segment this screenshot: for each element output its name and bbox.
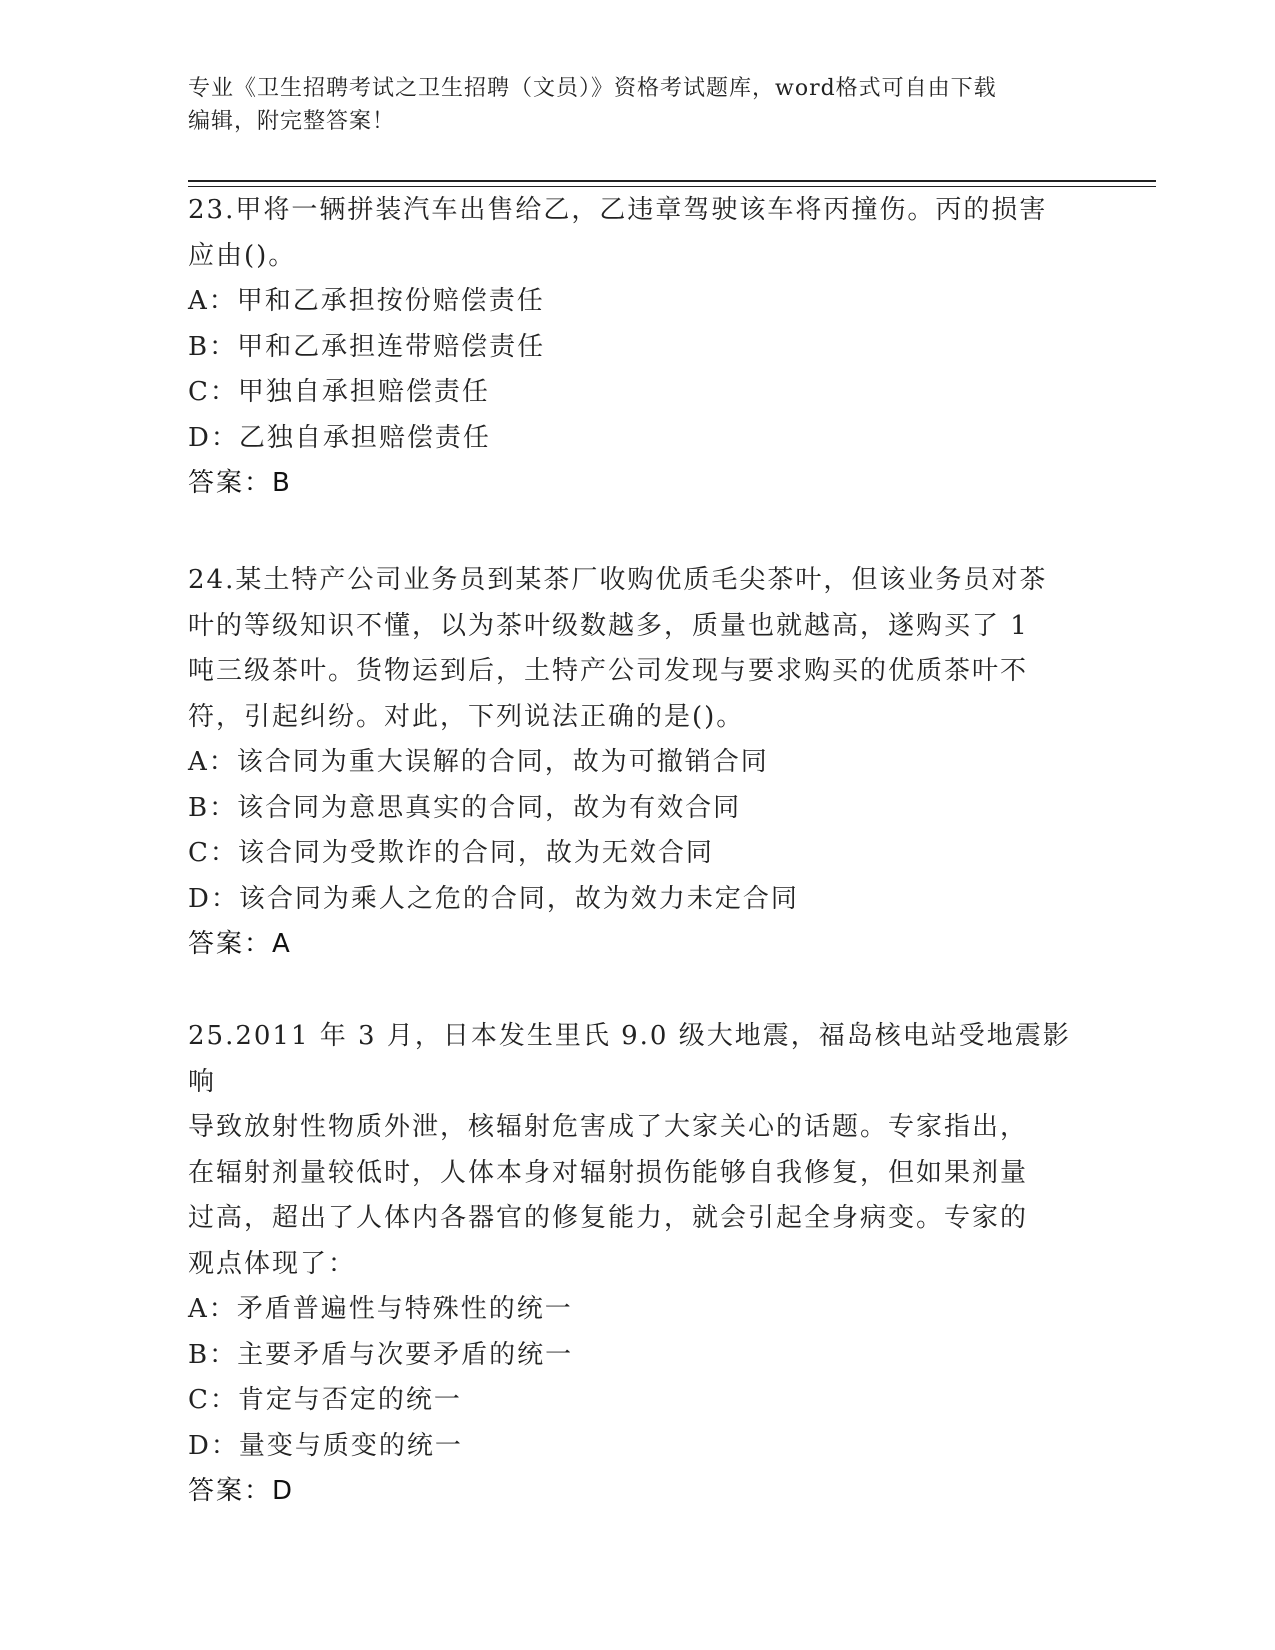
option-b: B：主要矛盾与次要矛盾的统一	[188, 1339, 574, 1370]
question-stem-line: 叶的等级知识不懂，以为茶叶级数越多，质量也就越高，遂购买了 1	[188, 610, 1029, 641]
question-stem-line: 符，引起纠纷。对此，下列说法正确的是()。	[188, 701, 745, 732]
option-b: B：该合同为意思真实的合同，故为有效合同	[188, 792, 742, 823]
answer-line: 答案：B	[188, 468, 292, 498]
question-23	[188, 188, 1088, 507]
answer-line: 答案：A	[188, 929, 292, 959]
question-stem-line: 观点体现了：	[188, 1248, 357, 1279]
option-d: D：量变与质变的统一	[188, 1430, 463, 1461]
question-24	[188, 558, 1088, 968]
option-d: D：该合同为乘人之危的合同，故为效力未定合同	[188, 883, 799, 914]
question-stem-line: 吨三级茶叶。货物运到后，土特产公司发现与要求购买的优质茶叶不	[188, 656, 1029, 686]
option-a: A：矛盾普遍性与特殊性的统一	[188, 1294, 573, 1324]
option-b: B：甲和乙承担连带赔偿责任	[188, 331, 546, 362]
question-stem-line: 应由()。	[188, 240, 297, 271]
header-line-2: 编辑，附完整答案！	[188, 109, 396, 134]
header-divider-thick	[188, 180, 1156, 182]
option-a: A：该合同为重大误解的合同，故为可撤销合同	[188, 747, 769, 777]
question-stem-line: 23.甲将一辆拼装汽车出售给乙，乙违章驾驶该车将丙撞伤。丙的损害	[188, 195, 1048, 225]
answer-line: 答案：D	[188, 1476, 295, 1506]
header-line-1: 专业《卫生招聘考试之卫生招聘（文员）》资格考试题库，word格式可自由下载	[188, 76, 997, 101]
question-stem-line: 导致放射性物质外泄，核辐射危害成了大家关心的话题。专家指出，	[188, 1112, 1029, 1142]
question-stem-line: 25.2011 年 3 月，日本发生里氏 9.0 级大地震，福岛核电站受地震影响	[188, 1021, 1071, 1097]
question-stem-line: 过高，超出了人体内各器官的修复能力，就会引起全身病变。专家的	[188, 1203, 1029, 1233]
question-stem-line: 24.某土特产公司业务员到某茶厂收购优质毛尖茶叶，但该业务员对茶	[188, 565, 1048, 595]
question-25	[188, 1014, 1088, 1515]
document-header	[188, 72, 1088, 138]
option-a: A：甲和乙承担按份赔偿责任	[188, 286, 545, 316]
header-divider-thin	[188, 186, 1156, 187]
option-d: D：乙独自承担赔偿责任	[188, 422, 491, 453]
option-c: C：肯定与否定的统一	[188, 1385, 462, 1415]
option-c: C：甲独自承担赔偿责任	[188, 377, 490, 407]
option-c: C：该合同为受欺诈的合同，故为无效合同	[188, 838, 714, 868]
question-stem-line: 在辐射剂量较低时，人体本身对辐射损伤能够自我修复，但如果剂量	[188, 1157, 1029, 1188]
